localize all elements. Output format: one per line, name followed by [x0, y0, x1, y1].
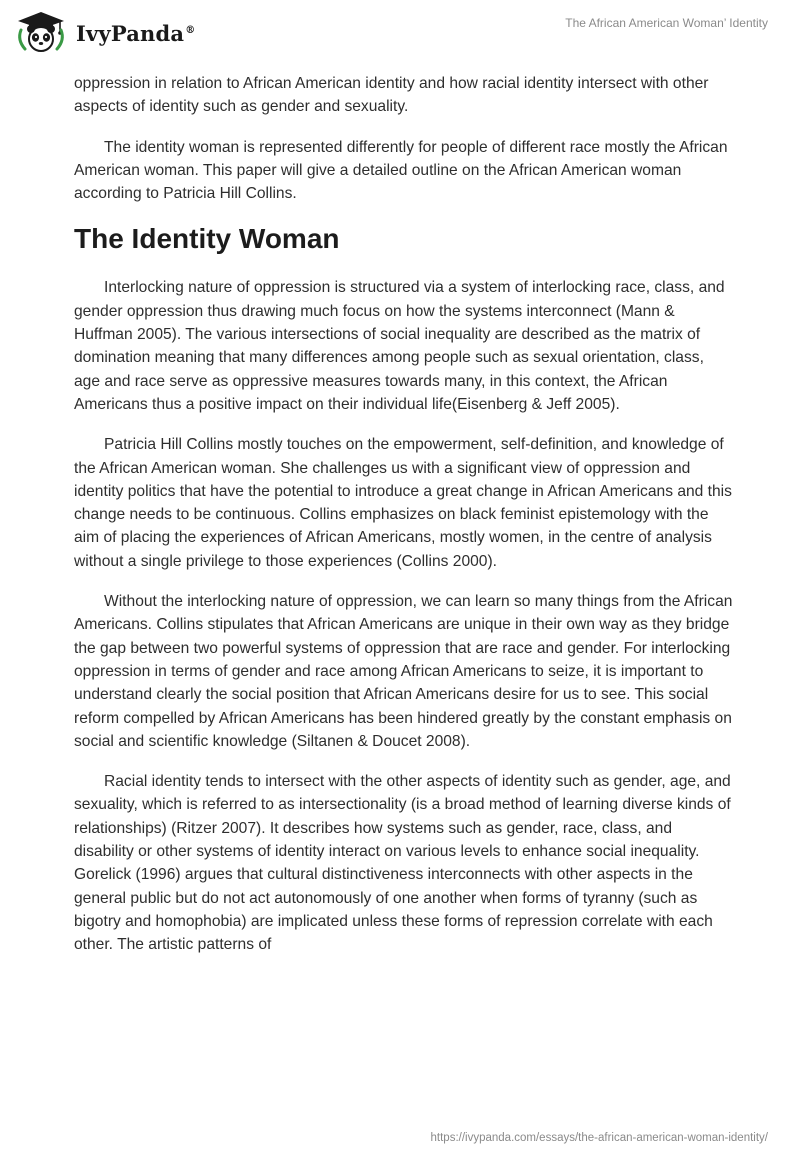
body-paragraph: Interlocking nature of oppression is structured via a system of interlocking race, class, and gender oppression thus drawing much focus on how the systems interconnect (Mann & Huffman 2005). The various intersections of social inequality are described as the matrix of domination meaning that many differences among people such as sexual orientation, class, age and race serve as oppressive measures towards many, in this context, the African Americans thus a positive impact on their individual life(Eisenberg & Jeff 2005). — [74, 279, 725, 413]
intro-continuation-paragraph: oppression in relation to African American identity and how racial identity intersect with other aspects of identity such as gender and sexuality. — [74, 75, 709, 116]
brand-name: IvyPanda® — [76, 20, 196, 46]
body-paragraph: Racial identity tends to intersect with the other aspects of identity such as gender, age, and sexuality, which is referred to as intersectionality (is a broad method of learning diverse kinds of relationships) (Ritzer 2007). It describes how systems such as gender, race, class, and disability or other systems of identity interact on various levels to enhance social inequality. Gorelick (1996) argues that cultural distinctiveness interconnects with other aspects in the general public but do not act autonomously of one another when forms of tyranny (such as bigotry and homophobia) are implicated unless these forms of repression correlate with each other. The artistic patterns of — [74, 773, 731, 954]
panda-graduate-icon — [14, 10, 68, 54]
page-header — [0, 0, 800, 70]
document-title: The African American Woman’ Identity — [565, 16, 768, 30]
body-paragraph: Without the interlocking nature of oppression, we can learn so many things from the African Americans. Collins stipulates that African Americans are unique in their own way as they bridge the gap between two powerful systems of oppression that are race and gender. For interlocking oppression in terms of gender and race among African Americans to seize, it is important to understand clearly the social position that African Americans desire for us to see. This social reform compelled by African Americans has been hindered greatly by the constant emphasis on social and scientific knowledge (Siltanen & Doucet 2008). — [74, 593, 733, 750]
section-heading: The Identity Woman — [74, 223, 340, 255]
brand-logo[interactable] — [14, 10, 195, 54]
body-paragraph: Patricia Hill Collins mostly touches on the empowerment, self-definition, and knowledge of the African American woman. She challenges us with a significant view of oppression and identity politics that have the potential to introduce a great change in African Americans and this change needs to be continuous. Collins emphasizes on black feminist epistemology with the aim of placing the experiences of African Americans, mostly women, in the centre of analysis without a single privilege to those experiences (Collins 2000). — [74, 436, 732, 570]
intro-paragraph: The identity woman is represented differently for people of different race mostly the African American woman. This paper will give a detailed outline on the African American woman according to Patricia Hill Collins. — [74, 138, 728, 203]
source-url[interactable]: https://ivypanda.com/essays/the-african-american-woman-identity/ — [430, 1132, 768, 1144]
essay-content — [74, 72, 734, 974]
